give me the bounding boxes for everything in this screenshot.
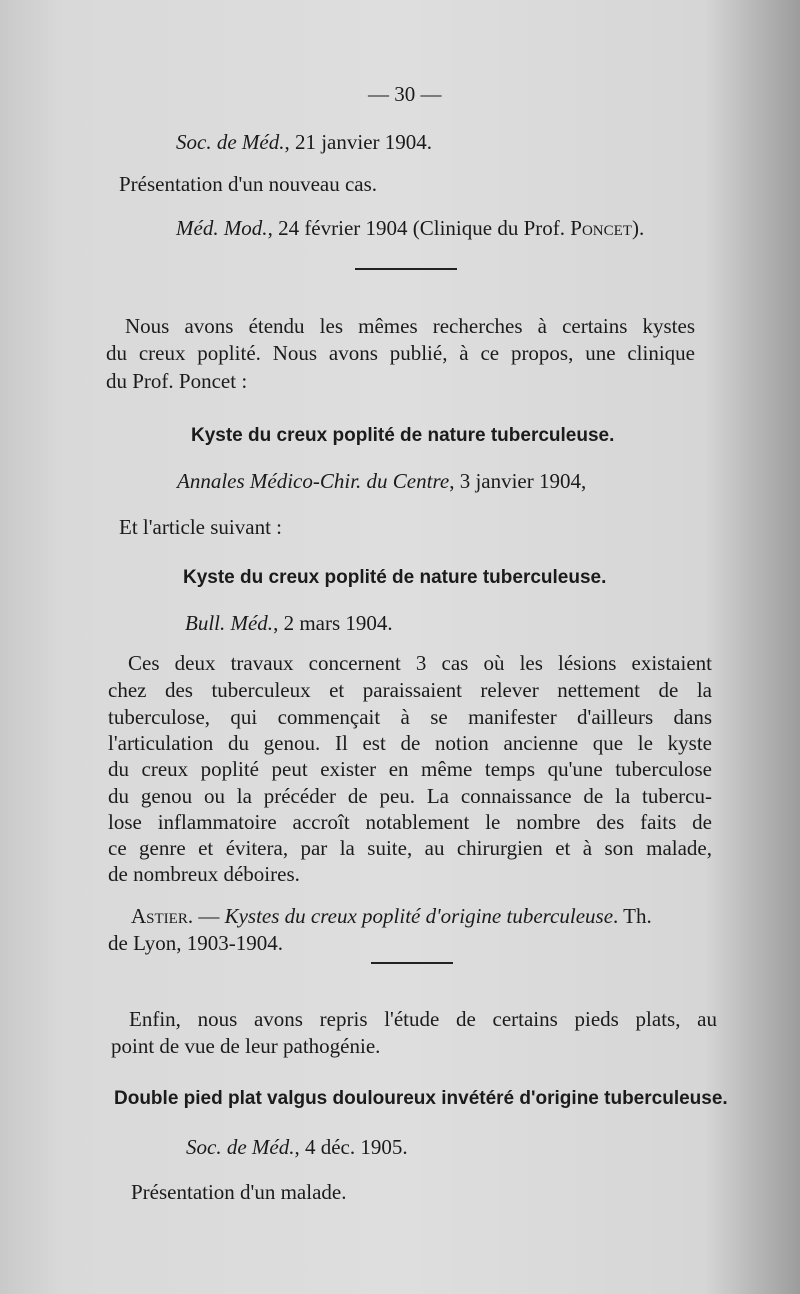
page-number: — 30 — [368,82,442,106]
body-line: tuberculose, qui commençait à se manifester d'ailleurs dans [108,705,712,729]
body-line: l'articulation du genou. Il est de notion ancienne que le kyste [108,731,712,755]
ref-date: , 4 déc. 1905. [294,1135,408,1159]
reference-soc-med-1905 [186,1135,408,1159]
body-line: de nombreux déboires. [108,862,300,886]
article-title: Kyste du creux poplité de nature tuberculeuse. [191,425,615,446]
citation-tail: . Th. [613,904,652,928]
citation-astier [131,904,652,928]
presentation-line: Présentation d'un malade. [131,1180,347,1204]
ref-date: , 21 janvier 1904. [284,130,433,154]
section-divider [371,962,453,964]
ref-source: Soc. de Méd. [186,1135,295,1159]
body-line: chez des tuberculeux et paraissaient relever nettement de la [108,678,712,702]
article-title: Kyste du creux poplité de nature tuberculeuse. [183,567,607,588]
citation-sep: . — [187,904,225,928]
citation-title: Kystes du creux poplité d'origine tuberculeuse [224,904,614,928]
ref-date: , 24 février 1904 (Clinique du Prof. [267,216,571,240]
ref-date: , 3 janvier 1904, [449,469,587,493]
body-line: lose inflammatoire accroît notablement le nombre des faits de [108,810,712,834]
ref-end: ). [631,216,645,240]
citation-author: Astier [131,904,188,928]
paragraph-line: point de vue de leur pathogénie. [111,1034,381,1058]
reference-bull-med [185,611,393,635]
section-divider [355,268,457,270]
body-line: Ces deux travaux concernent 3 cas où les lésions existaient [128,651,712,675]
paragraph-line: du creux poplité. Nous avons publié, à ce propos, une clinique [106,341,695,365]
ref-date: , 2 mars 1904. [273,611,393,635]
body-line: du genou ou la précéder de peu. La connaissance de la tubercu- [108,784,712,808]
article-title: Double pied plat valgus douloureux invétéré d'origine tuberculeuse. [114,1088,728,1109]
body-line: ce genre et évitera, par la suite, au chirurgien et à son malade, [108,836,712,860]
paragraph-line: du Prof. Poncet : [106,369,248,393]
ref-source: Annales Médico-Chir. du Centre [177,469,450,493]
reference-soc-med-1904 [176,130,432,154]
paragraph-line: Enfin, nous avons repris l'étude de certains pieds plats, au [129,1007,717,1031]
body-line: du creux poplité peut exister en même temps qu'une tuberculose [108,757,712,781]
paragraph-line: Nous avons étendu les mêmes recherches à certains kystes [125,314,695,338]
ref-name: Poncet [570,216,632,240]
reference-annales [177,469,586,493]
article-intro: Et l'article suivant : [119,515,282,539]
presentation-line: Présentation d'un nouveau cas. [119,172,378,196]
ref-source: Soc. de Méd. [176,130,285,154]
ref-source: Bull. Méd. [185,611,274,635]
ref-source: Méd. Mod. [176,216,268,240]
reference-med-mod [176,216,644,240]
citation-line: de Lyon, 1903-1904. [108,931,283,955]
